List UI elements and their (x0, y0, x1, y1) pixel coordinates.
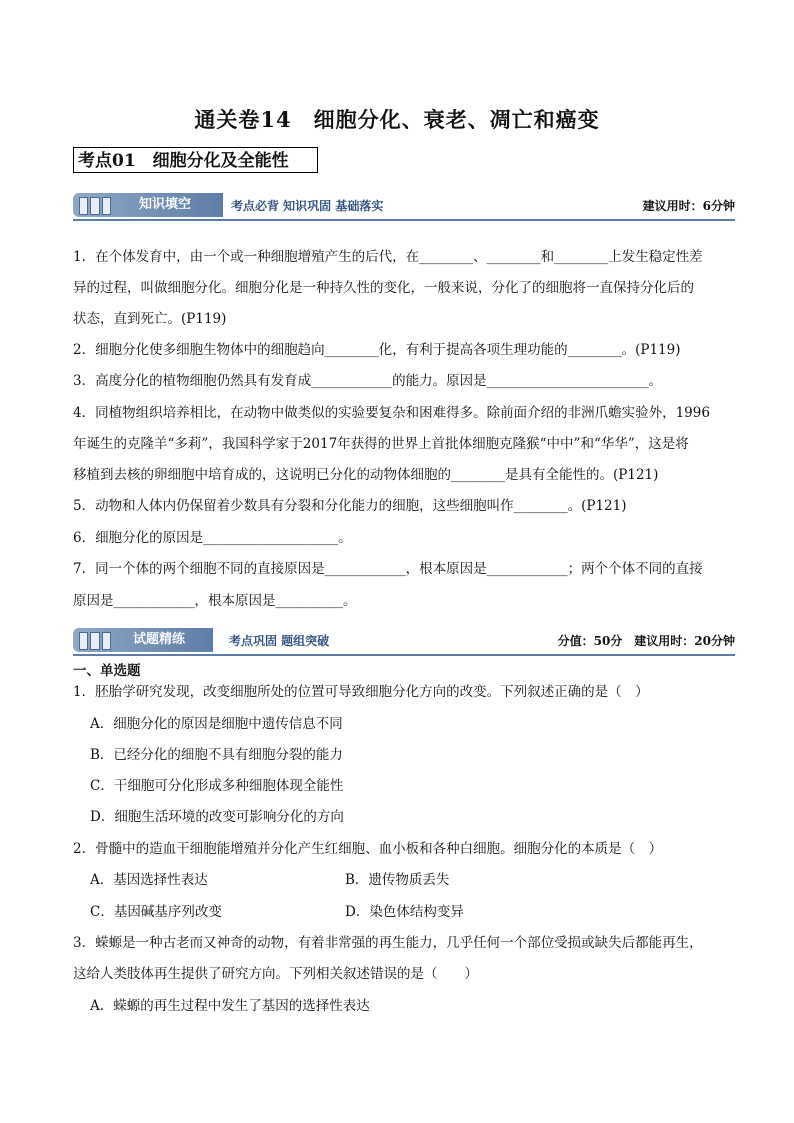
option-b: B．已经分化的细胞不具有细胞分裂的能力 (90, 747, 343, 763)
page-title: 通关卷14 细胞分化、衰老、凋亡和癌变 (194, 107, 600, 132)
suggested-time: 建议用时：6分钟 (642, 199, 735, 213)
option-a: A．细胞分化的原因是细胞中遗传信息不同 (90, 716, 343, 732)
banner-slogan: 考点巩固 题组突破 (229, 634, 330, 648)
option-c: C．干细胞可分化形成多种细胞体现全能性 (90, 778, 344, 794)
fill-line: 1．在个体发育中，由一个或一种细胞增殖产生的后代，在________、________和________上发生稳定性差 (73, 249, 703, 265)
fill-line: 年诞生的克隆羊“多莉”，我国科学家于2017年获得的世界上首批体细胞克隆猴“中中”和“华华”，这是将 (73, 436, 689, 452)
fill-line: 5．动物和人体内仍保留着少数具有分裂和分化能力的细胞，这些细胞叫作________。(P121) (73, 498, 627, 514)
fill-line: 状态，直到死亡。(P119) (73, 311, 227, 327)
exercise-banner (73, 628, 735, 656)
option-a: A．蝾螈的再生过程中发生了基因的选择性表达 (90, 998, 370, 1014)
fill-line: 7．同一个体的两个细胞不同的直接原因是____________，根本原因是____________；两个个体不同的直接 (73, 561, 703, 577)
book-icon (79, 632, 111, 650)
question-stem: 1．胚胎学研究发现，改变细胞所处的位置可导致细胞分化方向的改变。下列叙述正确的是（ ） (73, 684, 649, 700)
banner-rule (73, 654, 735, 656)
option-a: A．基因选择性表达 (90, 872, 208, 888)
fill-line: 异的过程，叫做细胞分化。细胞分化是一种持久性的变化，一般来说，分化了的细胞将一直保持分化后的 (73, 280, 694, 296)
book-icon (79, 197, 111, 215)
banner-tag: 试题精练 (133, 632, 186, 647)
option-d: D．细胞生活环境的改变可影响分化的方向 (90, 809, 344, 825)
score-and-time: 分值：50分 建议用时：20分钟 (557, 634, 735, 648)
option-b: B．遗传物质丢失 (345, 872, 450, 888)
question-stem: 3．蝾螈是一种古老而又神奇的动物，有着非常强的再生能力，几乎任何一个部位受损或缺失后都能再生， (73, 935, 703, 951)
question-stem: 2．骨髓中的造血干细胞能增殖并分化产生红细胞、血小板和各种白细胞。细胞分化的本质是（ ） (73, 841, 663, 857)
banner-slogan: 考点必背 知识巩固 基础落实 (231, 199, 384, 213)
fill-line: 3．高度分化的植物细胞仍然具有发育成____________的能力。原因是________________________。 (73, 373, 663, 389)
knowledge-fill-banner (73, 193, 735, 221)
banner-rule (73, 219, 735, 221)
section-heading: 一、单选题 (73, 663, 141, 679)
topic-heading: 考点01 细胞分化及全能性 (73, 147, 318, 173)
fill-line: 2．细胞分化使多细胞生物体中的细胞趋向________化，有利于提高各项生理功能的________。(P119) (73, 342, 681, 358)
question-stem: 这给人类肢体再生提供了研究方向。下列相关叙述错误的是（ ） (73, 966, 478, 982)
option-c: C．基因碱基序列改变 (90, 904, 222, 920)
fill-line: 6．细胞分化的原因是____________________。 (73, 530, 352, 546)
fill-line: 4．同植物组织培养相比，在动物中做类似的实验要复杂和困难得多。除前面介绍的非洲爪蟾实验外，1996 (73, 405, 710, 421)
fill-line: 原因是____________，根本原因是__________。 (73, 593, 357, 609)
banner-tag: 知识填空 (139, 197, 192, 212)
option-d: D．染色体结构变异 (345, 904, 464, 920)
fill-line: 移植到去核的卵细胞中培育成的，这说明已分化的动物体细胞的________是具有全能性的。(P121) (73, 467, 659, 483)
